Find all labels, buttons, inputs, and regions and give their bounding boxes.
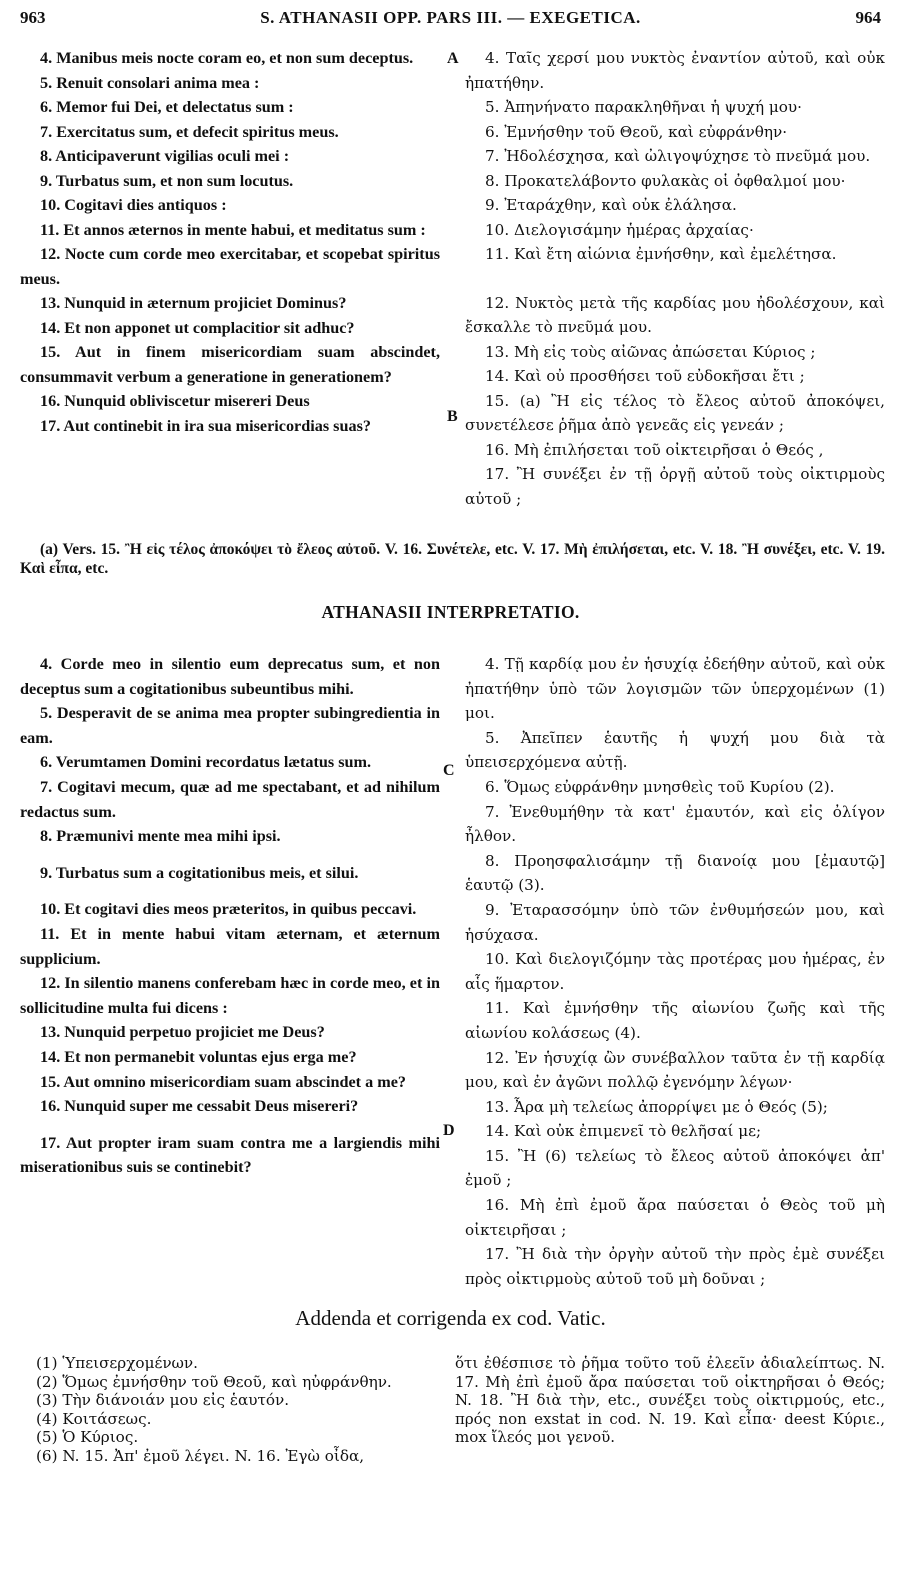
latin-interpretation-column: [20, 652, 440, 1180]
greek-interpretation-verse: 16. Μὴ ἐπὶ ἐμοῦ ἄρα παύσεται ὁ Θεὸς τοῦ μὴ οἰκτειρῆσαι ;: [465, 1196, 885, 1239]
greek-verse: 15. (a) Ἢ εἰς τέλος τὸ ἔλεος αὐτοῦ ἀποκόψει, συνετέλεσε ῥῆμα ἀπὸ γενεᾶς εἰς γενεάν ;: [465, 391, 885, 434]
greek-interpretation-verse: 10. Καὶ διελογιζόμην τὰς προτέρας μου ἡμέρας, ἐν αἷς ἥμαρτον.: [465, 950, 885, 993]
latin-verse: 16. Nunquid obliviscetur misereri Deus: [40, 392, 310, 410]
margin-letter-b: B: [447, 408, 458, 425]
latin-interpretation-verse: 7. Cogitavi mecum, quæ ad me spectabant, et ad nihilum redactus sum.: [20, 777, 440, 821]
latin-interpretation-verse: 5. Desperavit de se anima mea propter subingredientia in eam.: [20, 704, 440, 747]
greek-verse: 14. Καὶ οὐ προσθήσει τοῦ εὐδοκῆσαι ἔτι ;: [485, 367, 805, 385]
latin-verse: 12. Nocte cum corde meo exercitabar, et scopebat spiritus meus.: [20, 245, 440, 288]
latin-interpretation-verse: 4. Corde meo in silentio eum deprecatus sum, et non deceptus sum a cogitationibus subeuntibus mihi.: [20, 655, 440, 698]
greek-psalm-column: [465, 46, 885, 511]
page-header: [20, 6, 881, 32]
greek-interpretation-column: [465, 652, 885, 1291]
latin-verse: 6. Memor fui Dei, et delectatus sum :: [40, 98, 294, 116]
greek-interpretation-verse: 15. Ἢ (6) τελείως τὸ ἔλεος αὐτοῦ ἀποκόψει ἀπ' ἐμοῦ ;: [465, 1146, 885, 1190]
addenda-note: (6) N. 15. Ἀπ' ἐμοῦ λέγει. N. 16. Ἐγὼ οἶδα,: [36, 1446, 365, 1465]
latin-verse: 5. Renuit consolari anima mea :: [40, 73, 260, 92]
greek-verse: 10. Διελογισάμην ἡμέρας ἀρχαίας·: [485, 220, 754, 239]
latin-verse: 14. Et non apponet ut complacitior sit adhuc?: [40, 318, 355, 337]
greek-verse: 5. Ἀπηνήνατο παρακληθῆναι ἡ ψυχή μου·: [485, 98, 802, 116]
margin-letter-d: D: [443, 1122, 455, 1139]
greek-interpretation-verse: 9. Ἐταρασσόμην ὑπὸ τῶν ἐνθυμήσεών μου, καὶ ἡσύχασα.: [465, 900, 885, 944]
margin-letter-c: C: [443, 762, 455, 779]
greek-interpretation-verse: 13. Ἆρα μὴ τελείως ἀπορρίψει με ὁ Θεός (5);: [485, 1097, 828, 1116]
latin-psalm-column: [20, 46, 440, 438]
section-title: ATHANASII INTERPRETATIO.: [321, 602, 580, 622]
latin-verse: 9. Turbatus sum, et non sum locutus.: [40, 171, 294, 190]
greek-verse: 17. Ἢ συνέξει ἐν τῇ ὀργῇ αὐτοῦ τοὺς οἰκτιρμοὺς αὐτοῦ ;: [465, 465, 885, 508]
latin-verse: 17. Aut continebit in ira sua misericordias suas?: [40, 416, 371, 435]
latin-verse: 11. Et annos æternos in mente habui, et meditatus sum :: [40, 220, 426, 239]
greek-verse: 12. Νυκτὸς μετὰ τῆς καρδίας μου ἠδολέσχουν, καὶ ἔσκαλλε τὸ πνεῦμά μου.: [465, 293, 885, 336]
footnote-variants: (a) Vers. 15. Ἢ εἰς τέλος ἀποκόψει τὸ ἔλεος αὐτοῦ. V. 16. Συνέτελε, etc. V. 17. Μὴ ἐπιλήσεται, etc. V. 18. Ἢ συνέξει, etc. V. 19. Καὶ εἶπα, etc.: [20, 541, 885, 577]
latin-interpretation-verse: 8. Præmunivi mente mea mihi ipsi.: [40, 827, 281, 846]
greek-interpretation-verse: 17. Ἢ διὰ τὴν ὀργὴν αὐτοῦ τὴν πρὸς ἐμὲ συνέξει πρὸς οἰκτιρμοὺς αὐτοῦ τοῦ μὴ δοῦναι ;: [465, 1245, 885, 1288]
greek-verse: 8. Προκατελάβοντο φυλακὰς οἱ ὀφθαλμοί μου·: [485, 171, 846, 190]
latin-interpretation-verse: 9. Turbatus sum a cogitationibus meis, et silui.: [40, 863, 359, 882]
running-title: S. ATHANASII OPP. PARS III. — EXEGETICA.: [260, 8, 641, 27]
latin-interpretation-verse: 11. Et in mente habui vitam æternam, et æternum supplicium.: [20, 924, 440, 968]
latin-interpretation-verse: 13. Nunquid perpetuo projiciet me Deus?: [40, 1023, 325, 1042]
addenda-title: Addenda et corrigenda ex cod. Vatic.: [295, 1306, 606, 1330]
greek-verse: 16. Μὴ ἐπιλήσεται τοῦ οἰκτειρῆσαι ὁ Θεός ,: [485, 440, 824, 459]
latin-verse: 7. Exercitatus sum, et defecit spiritus meus.: [40, 122, 339, 141]
latin-interpretation-verse: 15. Aut omnino misericordiam suam abscindet a me?: [40, 1072, 407, 1091]
addenda-note: (3) Τὴν διάνοιάν μου εἰς ἑαυτόν.: [36, 1391, 290, 1410]
greek-interpretation-verse: 8. Προησφαλισάμην τῇ διανοίᾳ μου [ἐμαυτῷ] ἑαυτῷ (3).: [465, 851, 885, 895]
latin-verse: 15. Aut in finem misericordiam suam abscindet, consummavit verbum a generatione in generationem?: [20, 343, 440, 386]
page-number-right: 964: [855, 8, 881, 27]
latin-interpretation-verse: 12. In silentio manens conferebam hæc in corde meo, et in sollicitudine multa fui dicens :: [20, 974, 440, 1017]
page-number-left: 963: [20, 8, 46, 27]
addenda-note: (2) Ὅμως ἐμνήσθην τοῦ Θεοῦ, καὶ ηὐφράνθην.: [36, 1372, 392, 1391]
latin-interpretation-verse: 10. Et cogitavi dies meos præteritos, in quibus peccavi.: [40, 900, 417, 919]
greek-verse: 13. Μὴ εἰς τοὺς αἰῶνας ἀπώσεται Κύριος ;: [485, 342, 816, 361]
latin-verse: 13. Nunquid in æternum projiciet Dominus?: [40, 294, 347, 312]
latin-interpretation-verse: 6. Verumtamen Domini recordatus lætatus sum.: [40, 753, 372, 772]
margin-letter-a: A: [447, 50, 459, 67]
greek-interpretation-verse: 5. Ἀπεῖπεν ἑαυτῆς ἡ ψυχή μου διὰ τὰ ὑπεισερχόμενα αὐτῇ.: [465, 728, 885, 772]
greek-interpretation-verse: 12. Ἐν ἡσυχίᾳ ὢν συνέβαλλον ταῦτα ἐν τῇ καρδίᾳ μου, καὶ ἐν ἀγῶνι πολλῷ ἐγενόμην λέγων·: [465, 1048, 885, 1092]
latin-interpretation-verse: 16. Nunquid super me cessabit Deus misereri?: [40, 1097, 359, 1116]
greek-interpretation-verse: 6. Ὅμως εὐφράνθην μνησθεὶς τοῦ Κυρίου (2).: [485, 777, 835, 796]
greek-interpretation-verse: 7. Ἐνεθυμήθην τὰ κατ' ἐμαυτόν, καὶ εἰς ὀλίγον ἦλθον.: [465, 802, 885, 846]
latin-interpretation-verse: 17. Aut propter iram suam contra me a largiendis mihi miserationibus suis se continebit?: [20, 1133, 440, 1177]
greek-interpretation-verse: 11. Καὶ ἐμνήσθην τῆς αἰωνίου ζωῆς καὶ τῆς αἰωνίου κολάσεως (4).: [465, 999, 885, 1042]
latin-verse: 4. Manibus meis nocte coram eo, et non sum deceptus.: [40, 49, 414, 67]
addenda-note: (5) Ὁ Κύριος.: [36, 1428, 139, 1447]
addenda-note: (4) Κοιτάσεως.: [36, 1409, 152, 1428]
addenda-right-column: ὅτι ἐθέσπισε τὸ ῥῆμα τοῦτο τοῦ ἐλεεῖν ἀδιαλείπτως. N. 17. Μὴ ἐπὶ ἐμοῦ ἄρα παύσεται τοῦ οἰκτηρῆσαι ὁ Θεός; N. 18. Ἢ διὰ τὴν, etc., συνέξει τοὺς οἰκτιρμούς, etc., πρός non exstat in cod. N. 19. Καὶ εἶπα· deest Κύριε., mox ἴλεός μοι γενοῦ.: [455, 1354, 885, 1447]
greek-verse: 11. Καὶ ἔτη αἰώνια ἐμνήσθην, καὶ ἐμελέτησα.: [485, 245, 837, 263]
greek-verse: 7. Ἠδολέσχησα, καὶ ὠλιγοψύχησε τὸ πνεῦμά μου.: [485, 147, 871, 165]
greek-verse: 9. Ἐταράχθην, καὶ οὐκ ἐλάλησα.: [485, 196, 737, 214]
greek-verse: 4. Ταῖς χερσί μου νυκτὸς ἐναντίον αὐτοῦ, καὶ οὐκ ἠπατήθην.: [465, 49, 885, 92]
latin-verse: 8. Anticipaverunt vigilias oculi mei :: [40, 147, 290, 165]
addenda-left-column: [36, 1354, 446, 1466]
greek-interpretation-verse: 14. Καὶ οὐκ ἐπιμενεῖ τὸ θελῆσαί με;: [485, 1122, 762, 1141]
latin-interpretation-verse: 14. Et non permanebit voluntas ejus erga me?: [40, 1047, 357, 1066]
greek-verse: 6. Ἐμνήσθην τοῦ Θεοῦ, καὶ εὐφράνθην·: [485, 122, 788, 141]
greek-interpretation-verse: 4. Τῇ καρδίᾳ μου ἐν ἡσυχίᾳ ἐδεήθην αὐτοῦ, καὶ οὐκ ἠπατήθην ὑπὸ τῶν λογισμῶν τῶν ὑπερχομένων (1) μοι.: [465, 655, 885, 723]
latin-verse: 10. Cogitavi dies antiquos :: [40, 196, 227, 214]
addenda-note: (1) Ὑπεισερχομένων.: [36, 1354, 198, 1372]
